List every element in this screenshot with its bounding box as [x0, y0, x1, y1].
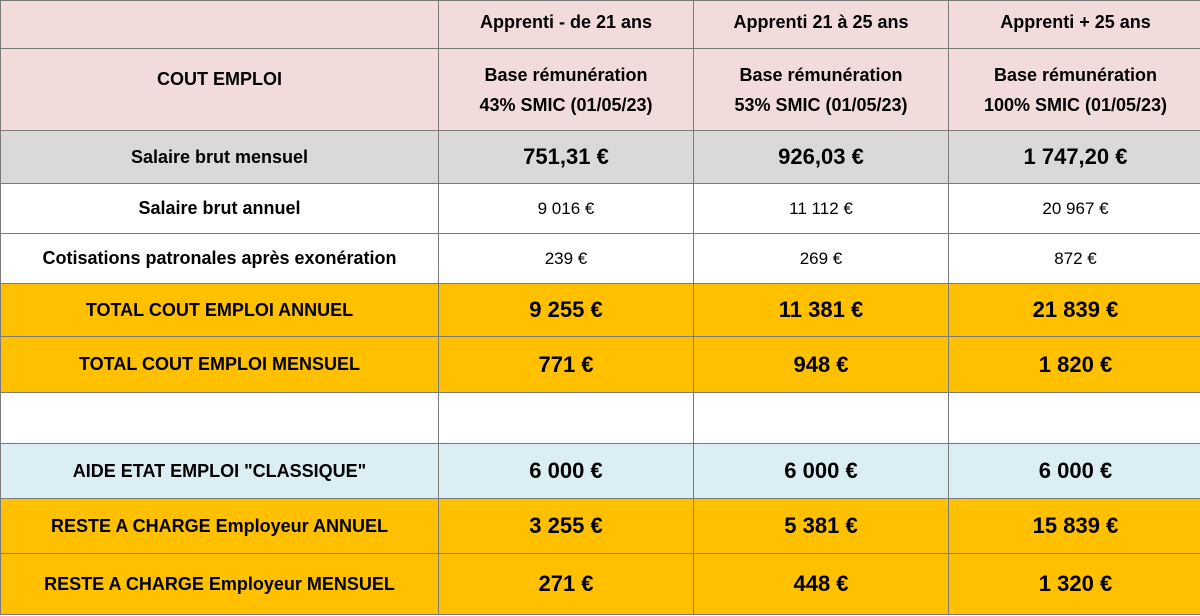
row-label: AIDE ETAT EMPLOI "CLASSIQUE" — [1, 444, 439, 499]
row-value: 239 € — [439, 234, 694, 284]
column-header-under-21: Apprenti - de 21 ans — [439, 1, 694, 49]
row-aide-etat — [1, 444, 1200, 499]
row-value: 20 967 € — [949, 184, 1200, 234]
row-reste-mensuel — [1, 554, 1200, 615]
row-salaire-brut-annuel — [1, 184, 1200, 234]
column-header-21-25: Apprenti 21 à 25 ans — [694, 1, 949, 49]
empty-cell — [1, 393, 439, 444]
base-cell-over-25 — [949, 49, 1200, 131]
base-line2: 100% SMIC (01/05/23) — [983, 94, 1168, 115]
base-line2: 53% SMIC (01/05/23) — [734, 94, 908, 115]
row-value: 11 112 € — [694, 184, 949, 234]
row-value: 1 320 € — [949, 554, 1200, 615]
row-value: 3 255 € — [439, 499, 694, 554]
row-value: 11 381 € — [694, 284, 949, 337]
row-label: RESTE A CHARGE Employeur MENSUEL — [1, 554, 439, 615]
row-cotisations — [1, 234, 1200, 284]
row-reste-annuel — [1, 499, 1200, 554]
row-value: 269 € — [694, 234, 949, 284]
empty-cell — [694, 393, 949, 444]
row-value: 15 839 € — [949, 499, 1200, 554]
row-label: TOTAL COUT EMPLOI ANNUEL — [1, 284, 439, 337]
base-cell-under-21 — [439, 49, 694, 131]
spacer-row — [1, 393, 1200, 444]
row-value: 6 000 € — [694, 444, 949, 499]
row-salaire-brut-mensuel — [1, 131, 1200, 184]
empty-cell — [439, 393, 694, 444]
row-value: 6 000 € — [949, 444, 1200, 499]
row-value: 9 255 € — [439, 284, 694, 337]
row-value: 6 000 € — [439, 444, 694, 499]
row-value: 271 € — [439, 554, 694, 615]
row-label: RESTE A CHARGE Employeur ANNUEL — [1, 499, 439, 554]
row-label: TOTAL COUT EMPLOI MENSUEL — [1, 337, 439, 393]
row-value: 926,03 € — [694, 131, 949, 184]
base-line1: Base rémunération — [739, 64, 903, 85]
row-value: 1 747,20 € — [949, 131, 1200, 184]
row-value: 1 820 € — [949, 337, 1200, 393]
row-value: 872 € — [949, 234, 1200, 284]
row-value: 448 € — [694, 554, 949, 615]
row-total-annuel — [1, 284, 1200, 337]
row-value: 9 016 € — [439, 184, 694, 234]
base-line2: 43% SMIC (01/05/23) — [479, 94, 653, 115]
row-value: 771 € — [439, 337, 694, 393]
row-value: 5 381 € — [694, 499, 949, 554]
row-label: Cotisations patronales après exonération — [1, 234, 439, 284]
base-row — [1, 49, 1200, 131]
row-value: 751,31 € — [439, 131, 694, 184]
base-cell-21-25 — [694, 49, 949, 131]
row-label: Salaire brut annuel — [1, 184, 439, 234]
base-line1: Base rémunération — [993, 64, 1158, 85]
base-line1: Base rémunération — [484, 64, 648, 85]
header-corner-cell — [1, 1, 439, 49]
column-header-over-25: Apprenti + 25 ans — [949, 1, 1200, 49]
row-value: 21 839 € — [949, 284, 1200, 337]
header-row — [1, 1, 1200, 49]
row-value: 948 € — [694, 337, 949, 393]
row-total-mensuel — [1, 337, 1200, 393]
section-title: COUT EMPLOI — [1, 49, 439, 131]
row-label: Salaire brut mensuel — [1, 131, 439, 184]
empty-cell — [949, 393, 1200, 444]
